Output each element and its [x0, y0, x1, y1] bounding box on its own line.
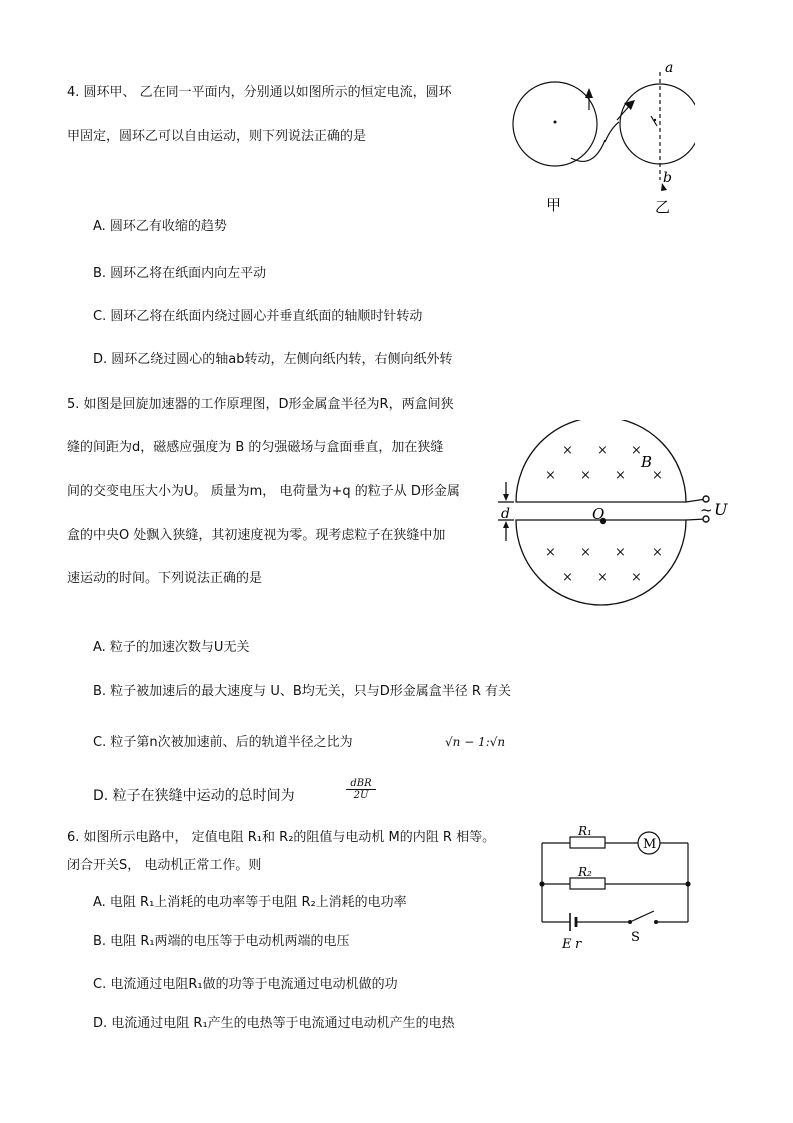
q4-option-a: A. 圆环乙有收缩的趋势 [93, 219, 227, 234]
d-box-lower [516, 520, 686, 605]
label-U: U [714, 500, 728, 519]
svg-text:×: × [652, 468, 663, 483]
q5-cyclotron-figure [495, 420, 735, 610]
q6-option-b: B. 电阻 R₁两端的电压等于电动机两端的电压 [93, 934, 350, 949]
q5-option-a: A. 粒子的加速次数与U无关 [93, 640, 250, 655]
q4-stem-line1: 4. 圆环甲、 乙在同一平面内，分别通以如图所示的恒定电流，圆环 [67, 85, 452, 100]
q5-option-d-fraction [346, 778, 376, 801]
label-O: O [592, 505, 605, 523]
svg-text:×: × [580, 545, 591, 560]
q5-stem-line1: 5. 如图是回旋加速器的工作原理图，D形金属盒半径为R，两盒间狭 [67, 397, 454, 412]
q5-stem-line4: 盒的中央O 处飘入狭缝，其初速度视为零。现考虑粒子在狭缝中加 [67, 528, 446, 543]
q5-option-d: D. 粒子在狭缝中运动的总时间为 [93, 788, 295, 804]
resistor-r2 [570, 878, 605, 889]
label-r: r [575, 937, 582, 952]
q6-stem-line2: 闭合开关S， 电动机正常工作。则 [67, 858, 262, 873]
label-yi: 乙 [655, 198, 671, 216]
label-M: M [643, 837, 657, 852]
label-d: d [501, 506, 510, 522]
q4-option-d: D. 圆环乙绕过圆心的轴ab转动，左侧向纸内转，右侧向纸外转 [93, 352, 453, 367]
q4-stem-line2: 甲固定，圆环乙可以自由运动，则下列说法正确的是 [67, 129, 367, 144]
q5-stem-line5: 速运动的时间。下列说法正确的是 [67, 571, 263, 586]
svg-text:×: × [631, 443, 642, 458]
q5-option-c: C. 粒子第n次被加速前、后的轨道半径之比为 [93, 735, 353, 750]
label-B: B [641, 453, 653, 471]
q4-figure [505, 58, 695, 223]
label-S: S [631, 930, 640, 945]
q6-stem-line1: 6. 如图所示电路中， 定值电阻 R₁和 R₂的阻值与电动机 M的内阻 R 相等。 [67, 830, 496, 845]
q6-circuit-figure [530, 822, 700, 957]
svg-text:×: × [545, 545, 556, 560]
q6-option-d: D. 电流通过电阻 R₁产生的电热等于电流通过电动机产生的电热 [93, 1016, 455, 1031]
svg-text:×: × [652, 545, 663, 560]
q5-stem-line3: 间的交变电压大小为U。 质量为m， 电荷量为+q 的粒子从 D形金属 [67, 484, 460, 499]
resistor-r1 [570, 837, 605, 848]
label-jia: 甲 [546, 196, 562, 214]
switch-s [630, 911, 654, 922]
svg-text:×: × [580, 468, 591, 483]
q5-option-c-formula: √n − 1:√n [445, 735, 506, 749]
q6-option-c: C. 电流通过电阻R₁做的功等于电流通过电动机做的功 [93, 977, 398, 992]
ring-yi [620, 84, 695, 164]
q4-option-b: B. 圆环乙将在纸面内向左平动 [93, 266, 267, 281]
svg-text:×: × [615, 468, 626, 483]
svg-text:×: × [562, 443, 573, 458]
q4-option-c: C. 圆环乙将在纸面内绕过圆心并垂直纸面的轴顺时针转动 [93, 309, 423, 324]
label-R2: R₂ [578, 865, 592, 879]
svg-text:×: × [562, 570, 573, 585]
fraction-numerator: dBR [346, 778, 376, 790]
q5-option-b: B. 粒子被加速后的最大速度与 U、B均无关，只与D形金属盒半径 R 有关 [93, 684, 512, 699]
fraction-denominator: 2U [353, 790, 369, 801]
label-E: E [562, 937, 572, 952]
svg-text:×: × [597, 570, 608, 585]
label-R1: R₁ [578, 824, 592, 838]
q5-stem-line2: 缝的间距为d，磁感应强度为 B 的匀强磁场与盒面垂直，加在狭缝 [67, 440, 444, 455]
ring-jia [513, 82, 597, 166]
svg-text:×: × [615, 545, 626, 560]
label-tilde: ~ [700, 501, 713, 519]
svg-text:×: × [631, 570, 642, 585]
label-b: b [663, 170, 672, 186]
svg-text:×: × [545, 468, 556, 483]
label-a: a [665, 60, 674, 76]
d-box-upper [516, 420, 686, 502]
svg-text:×: × [597, 443, 608, 458]
q6-option-a: A. 电阻 R₁上消耗的电功率等于电阻 R₂上消耗的电功率 [93, 895, 407, 910]
